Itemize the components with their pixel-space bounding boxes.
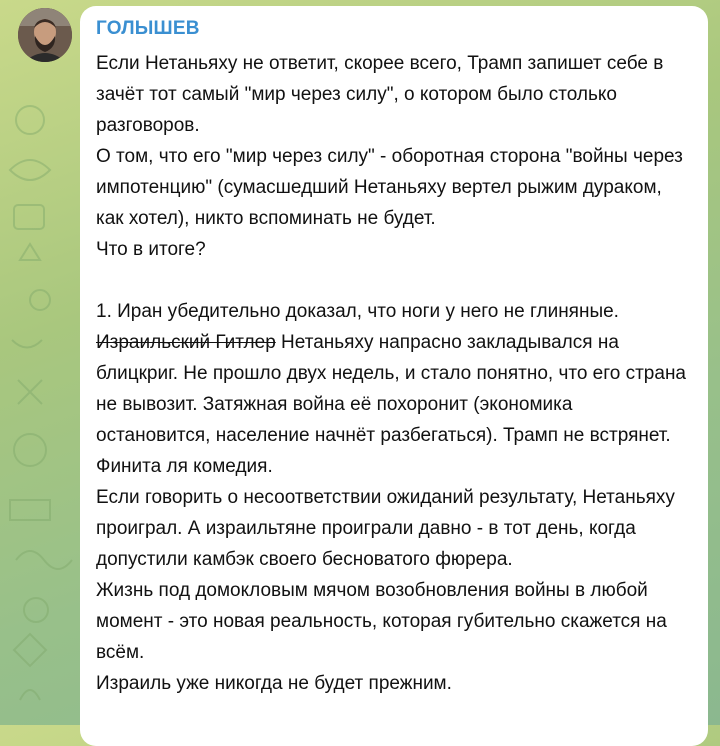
- message-paragraph: О том, что его "мир через силу" - оборотная сторона "войны через импотенцию" (сумасшедший Нетаньяху вертел рыжим дураком, как хотел), никто вспоминать не будет.: [96, 146, 683, 229]
- strikethrough-text: Израильский Гитлер: [96, 332, 276, 353]
- channel-author-name[interactable]: ГОЛЫШЕВ: [96, 18, 200, 39]
- message-paragraph: Финита ля комедия.: [96, 456, 273, 477]
- message-bubble: [80, 6, 708, 746]
- message-paragraph: Израиль уже никогда не будет прежним.: [96, 673, 452, 694]
- message-paragraph: Если говорить о несоответствии ожиданий результату, Нетаньяху проиграл. А израильтяне проиграли давно - в тот день, когда допустили камбэк своего бесноватого фюрера.: [96, 487, 675, 570]
- paragraph-spacer: [96, 265, 692, 296]
- message-paragraph: 1. Иран убедительно доказал, что ноги у него не глиняные.: [96, 301, 619, 322]
- message-paragraph: [96, 327, 692, 451]
- message-text: Нетаньяху напрасно закладывался на блицкриг. Не прошло двух недель, и стало понятно, что его страна не вывозит. Затяжная война её похоронит (экономика остановится, население начнёт разбегаться). Трамп не встрянет.: [96, 332, 687, 446]
- person-portrait-icon: [18, 8, 72, 62]
- message-paragraph: Что в итоге?: [96, 239, 206, 260]
- channel-avatar[interactable]: [18, 8, 72, 62]
- message-paragraph: Если Нетаньяху не ответит, скорее всего, Трамп запишет себе в зачёт тот самый "мир через силу", о котором было столько разговоров.: [96, 53, 664, 136]
- message-paragraph: Жизнь под домокловым мячом возобновления войны в любой момент - это новая реальность, которая губительно скажется на всём.: [96, 580, 667, 663]
